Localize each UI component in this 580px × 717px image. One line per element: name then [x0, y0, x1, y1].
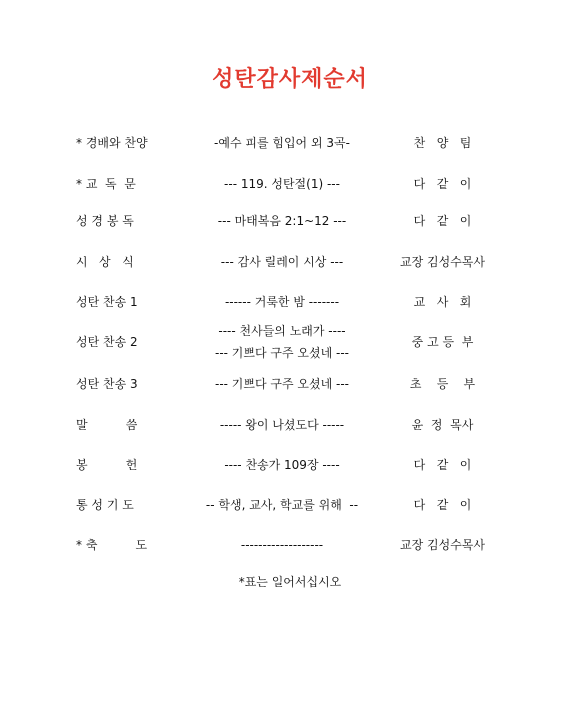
program-item-content: --- 119. 성탄절(1) --- — [224, 177, 340, 191]
program-item-content-line-1: ---- 천사들의 노래가 ---- — [218, 324, 346, 338]
program-item-label: 통 성 기 도 — [76, 498, 134, 512]
program-item-content: -- 학생, 교사, 학교를 위해 -- — [205, 498, 359, 512]
program-item-content: --- 감사 릴레이 시상 --- — [220, 255, 344, 269]
program-item-label: 봉 헌 — [76, 458, 138, 472]
program-item-leader: 중 고 등 부 — [411, 335, 474, 349]
program-item-label: 성 경 봉 독 — [76, 214, 134, 228]
program-item-leader: 다 같 이 — [413, 458, 472, 472]
program-item-leader: 찬 양 팀 — [413, 136, 472, 150]
program-item-label: 시 상 식 — [76, 255, 134, 269]
program-item-label: * 교 독 문 — [76, 177, 136, 191]
program-item-content: -예수 피를 힘입어 외 3곡- — [214, 136, 350, 150]
program-item-content: ------ 거룩한 밤 ------- — [224, 295, 340, 309]
program-item-label: 성탄 찬송 2 — [76, 335, 138, 349]
program-item-leader: 다 같 이 — [413, 498, 472, 512]
program-item-leader: 다 같 이 — [413, 177, 472, 191]
program-item-content: ------------------- — [240, 538, 324, 552]
program-item-leader: 교 사 회 — [413, 295, 472, 309]
standing-note: *표는 일어서십시오 — [238, 575, 342, 589]
program-item-label: 말 씀 — [76, 418, 138, 432]
program-item-content-line-2: --- 기쁘다 구주 오셨네 --- — [215, 346, 349, 360]
program-item-label: * 경배와 찬양 — [76, 136, 148, 150]
program-item-label: 성탄 찬송 1 — [76, 295, 138, 309]
program-item-content: ---- 찬송가 109장 ---- — [224, 458, 340, 472]
page-title: 성탄감사제순서 — [212, 67, 368, 92]
program-item-leader: 윤 정 목사 — [411, 418, 474, 432]
program-item-leader: 초 등 부 — [409, 377, 476, 391]
program-item-content: --- 마태복음 2:1~12 --- — [217, 214, 347, 228]
program-item-label: 성탄 찬송 3 — [76, 377, 138, 391]
program-item-leader: 교장 김성수목사 — [400, 538, 485, 552]
program-item-label: * 축 도 — [76, 538, 148, 552]
program-item-content: ----- 왕이 나셨도다 ----- — [219, 418, 345, 432]
program-item-leader: 다 같 이 — [413, 214, 472, 228]
program-item-content: --- 기쁘다 구주 오셨네 --- — [215, 377, 349, 391]
program-item-leader: 교장 김성수목사 — [400, 255, 485, 269]
